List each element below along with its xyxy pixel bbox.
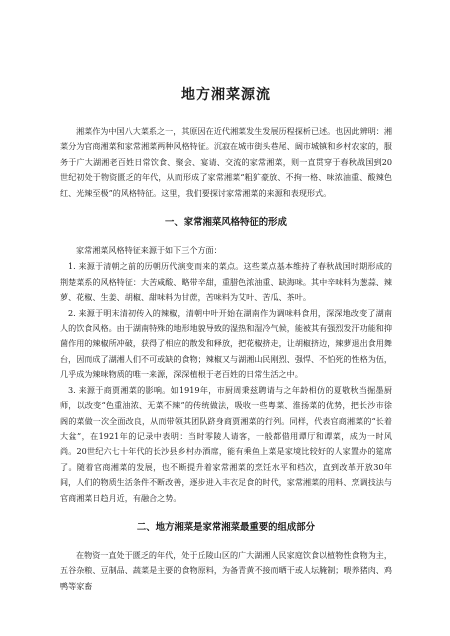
section-heading-1: 一、家常湘菜风格特征的形成 [165,217,287,229]
document-title: 地方湘菜源流 [181,87,271,103]
section-1-item-3: 3. 来源于商贾湘菜的影响。如1919年，市厨周秉兹聘请与之年龄相仿的夏敬秋当掘墨厨师，以改变“色重油浓、无菜不辣”的传统做法，吸收一些粤菜、淮扬菜的优势，把长沙市徐阁的菜做一次全面改良，从而带领其团队跻身商贾湘菜的行列。同样，代表官商湘菜的“长着大盆”，在1921年的记录中表明：当时零陵人请客，一般都借用谭厅和谭菜，成为一时风尚。20世纪六七十年代的长沙县乡村办酒席，能有乘鱼上菜是家境比较好的人家置办的筵席了。随着官商湘菜的发展，也不断提升着家常湘菜的烹饪水平和档次，直到改革开放30年间，人们的物质生活条件不断改善，逐步进入丰衣足食的时代，家常湘菜的用料、烹调技法与官商湘菜日趋月近，有融合之势。 [60,384,392,503]
section-1-item-1: 1. 来源于清朝之前的历朝历代演变而来的菜点。这些菜点基本维持了春秋战国时期形成的荆楚菜系的风格特征：大苦咸酸、略带辛甜，重腊色浓油重、缺海味。其中辛味料为葱蒜、辣萝、花椒、生姜、胡椒、甜味料为甘蔗，苦味料为艾叶、苦瓜、茶叶。 [60,261,392,303]
intro-paragraph: 湘菜作为中国八大菜系之一，其原因在近代湘菜发生发展历程探析已述。也因此辨明：湘菜分为官商湘菜和家常湘菜两种风格特征。沉寂在城市街头巷尾、阔市城镇和乡村农家的，服务于广大湖湘老百姓日常饮食、聚会、宴请、交流的家常湘菜，则一直贯穿于春秋战国到20世纪初处于物资匮乏的年代，从而形成了家常湘菜“粗犷豪放、不拘一格、味浓油重、酸辣色红、光辣至极”的风格特征。这里，我们要探讨家常湘菜的来源和表现形式。 [60,126,392,198]
section-1-item-2: 2. 来源于明末清初传入的辣椒，清朝中叶开始在湖南作为调味料食用，深深地改变了湖南人的饮食风格。由于湖南特殊的地形地貌导致的湿热和湿冷气候，能被其有强烈发汗功能和抑菌作用的辣椒所冲破，获得了相应的散发和释放，把花椒挤走，让胡椒挤边，辣萝退出食用舞台，因而成了湖湘人们不可或缺的食物；辣椒又与湖湘山民刚烈、强悍、不怕死的性格为伍，几乎成为辣味物质的唯一来源，深深植根于老百姓的日常生活之中。 [60,307,392,380]
section-heading-2: 二、地方湘菜是家常湘菜最重要的组成部分 [136,521,316,533]
section-1-lead: 家常湘菜风格特征来源于如下三个方面： [76,245,222,256]
section-2-paragraph: 在物资一直处于匮乏的年代，处于丘陵山区的广大湖湘人民家庭饮食以植物性食物为主，五谷杂粮、豆制品、蔬菜是主要的食物原料，为备青黄不接而晒干或人坛腌制；喂养猪肉、鸡鸭等家畜 [60,549,392,591]
